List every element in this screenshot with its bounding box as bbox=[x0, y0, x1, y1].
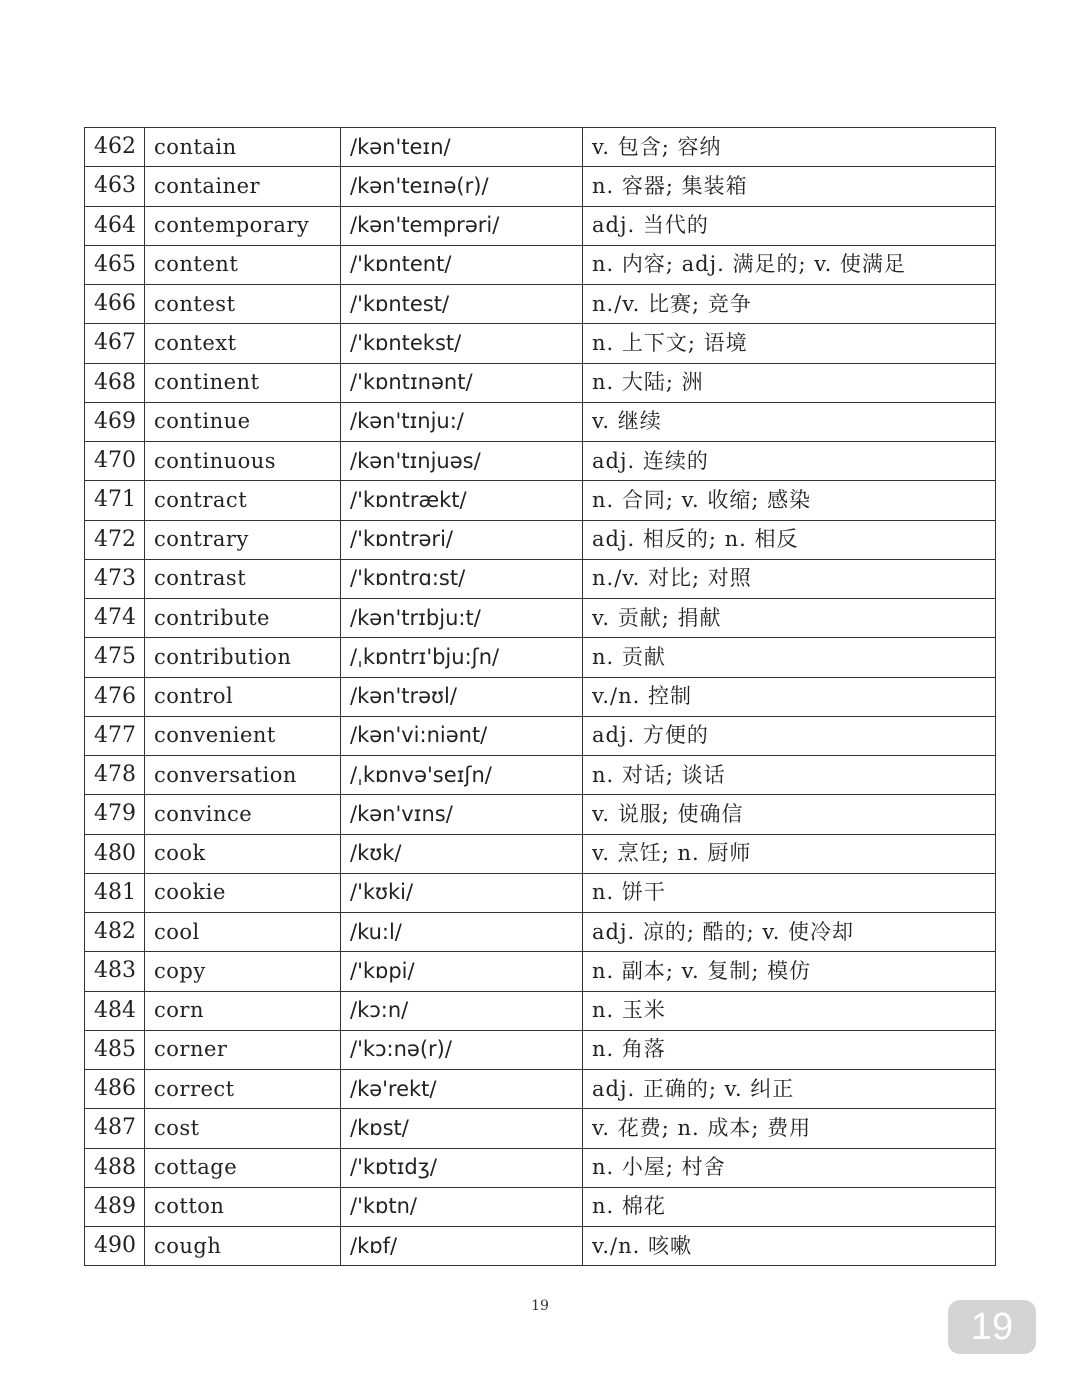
entry-phonetic: /'kɒntent/ bbox=[341, 245, 583, 284]
entry-phonetic: /kən'teɪnə(r)/ bbox=[341, 167, 583, 206]
entry-number: 479 bbox=[85, 795, 145, 834]
entry-meaning: v. 贡献; 捐献 bbox=[583, 599, 996, 638]
vocab-row bbox=[85, 128, 996, 167]
entry-meaning: n. 上下文; 语境 bbox=[583, 324, 996, 363]
entry-word: contribution bbox=[145, 638, 341, 677]
entry-meaning: v./n. 控制 bbox=[583, 677, 996, 716]
entry-meaning: adj. 正确的; v. 纠正 bbox=[583, 1070, 996, 1109]
entry-phonetic: /kən'tɪnjuəs/ bbox=[341, 442, 583, 481]
entry-number: 481 bbox=[85, 873, 145, 912]
entry-number: 478 bbox=[85, 756, 145, 795]
entry-word: cotton bbox=[145, 1187, 341, 1226]
vocab-row bbox=[85, 481, 996, 520]
entry-meaning: n. 对话; 谈话 bbox=[583, 756, 996, 795]
entry-number: 466 bbox=[85, 285, 145, 324]
vocab-row bbox=[85, 834, 996, 873]
entry-number: 465 bbox=[85, 245, 145, 284]
entry-phonetic: /kən'trɪbju:t/ bbox=[341, 599, 583, 638]
entry-phonetic: /ˌkɒntrɪ'bju:ʃn/ bbox=[341, 638, 583, 677]
entry-phonetic: /'kɒntekst/ bbox=[341, 324, 583, 363]
entry-word: contribute bbox=[145, 599, 341, 638]
entry-word: contain bbox=[145, 128, 341, 167]
vocab-row bbox=[85, 873, 996, 912]
entry-number: 484 bbox=[85, 991, 145, 1030]
entry-number: 490 bbox=[85, 1227, 145, 1266]
entry-meaning: n. 角落 bbox=[583, 1030, 996, 1069]
entry-number: 468 bbox=[85, 363, 145, 402]
entry-word: convenient bbox=[145, 716, 341, 755]
entry-number: 472 bbox=[85, 520, 145, 559]
entry-number: 467 bbox=[85, 324, 145, 363]
page-number: 19 bbox=[531, 1298, 549, 1314]
vocabulary-table-body bbox=[85, 128, 996, 1266]
entry-number: 475 bbox=[85, 638, 145, 677]
entry-phonetic: /kɒf/ bbox=[341, 1227, 583, 1266]
entry-meaning: adj. 连续的 bbox=[583, 442, 996, 481]
vocab-row bbox=[85, 324, 996, 363]
vocab-row bbox=[85, 1070, 996, 1109]
vocab-row bbox=[85, 520, 996, 559]
entry-phonetic: /kən'trəʊl/ bbox=[341, 677, 583, 716]
vocab-row bbox=[85, 402, 996, 441]
entry-word: contrary bbox=[145, 520, 341, 559]
vocab-row bbox=[85, 245, 996, 284]
entry-number: 480 bbox=[85, 834, 145, 873]
entry-word: container bbox=[145, 167, 341, 206]
vocab-row bbox=[85, 716, 996, 755]
entry-phonetic: /'kɔ:nə(r)/ bbox=[341, 1030, 583, 1069]
entry-number: 477 bbox=[85, 716, 145, 755]
vocab-row bbox=[85, 559, 996, 598]
vocab-row bbox=[85, 1187, 996, 1226]
entry-meaning: adj. 相反的; n. 相反 bbox=[583, 520, 996, 559]
vocab-row bbox=[85, 991, 996, 1030]
entry-number: 470 bbox=[85, 442, 145, 481]
entry-meaning: n. 小屋; 村舍 bbox=[583, 1148, 996, 1187]
entry-phonetic: /'kɒntrækt/ bbox=[341, 481, 583, 520]
entry-meaning: adj. 凉的; 酷的; v. 使冷却 bbox=[583, 913, 996, 952]
vocab-row bbox=[85, 1030, 996, 1069]
entry-phonetic: /'kɒtɪdʒ/ bbox=[341, 1148, 583, 1187]
vocab-row bbox=[85, 795, 996, 834]
entry-number: 487 bbox=[85, 1109, 145, 1148]
entry-phonetic: /kɒst/ bbox=[341, 1109, 583, 1148]
entry-word: contest bbox=[145, 285, 341, 324]
entry-word: cough bbox=[145, 1227, 341, 1266]
entry-word: contract bbox=[145, 481, 341, 520]
entry-word: content bbox=[145, 245, 341, 284]
entry-phonetic: /kə'rekt/ bbox=[341, 1070, 583, 1109]
entry-word: context bbox=[145, 324, 341, 363]
entry-phonetic: /'kɒntɪnənt/ bbox=[341, 363, 583, 402]
entry-word: continent bbox=[145, 363, 341, 402]
entry-phonetic: /kən'vi:niənt/ bbox=[341, 716, 583, 755]
entry-number: 488 bbox=[85, 1148, 145, 1187]
entry-phonetic: /kən'teɪn/ bbox=[341, 128, 583, 167]
entry-meaning: adj. 方便的 bbox=[583, 716, 996, 755]
entry-number: 489 bbox=[85, 1187, 145, 1226]
vocab-row bbox=[85, 206, 996, 245]
entry-meaning: n. 合同; v. 收缩; 感染 bbox=[583, 481, 996, 520]
entry-phonetic: /'kɒntrəri/ bbox=[341, 520, 583, 559]
entry-meaning: n. 大陆; 洲 bbox=[583, 363, 996, 402]
vocab-row bbox=[85, 1109, 996, 1148]
entry-meaning: v. 包含; 容纳 bbox=[583, 128, 996, 167]
entry-meaning: n. 棉花 bbox=[583, 1187, 996, 1226]
entry-meaning: n./v. 比赛; 竞争 bbox=[583, 285, 996, 324]
vocab-row bbox=[85, 167, 996, 206]
vocab-row bbox=[85, 756, 996, 795]
vocab-row bbox=[85, 442, 996, 481]
entry-word: conversation bbox=[145, 756, 341, 795]
entry-phonetic: /kən'temprəri/ bbox=[341, 206, 583, 245]
entry-number: 483 bbox=[85, 952, 145, 991]
entry-word: cool bbox=[145, 913, 341, 952]
entry-meaning: n. 容器; 集装箱 bbox=[583, 167, 996, 206]
entry-meaning: v./n. 咳嗽 bbox=[583, 1227, 996, 1266]
vocab-row bbox=[85, 363, 996, 402]
entry-word: corn bbox=[145, 991, 341, 1030]
vocab-row bbox=[85, 638, 996, 677]
vocab-row bbox=[85, 599, 996, 638]
entry-number: 469 bbox=[85, 402, 145, 441]
entry-number: 486 bbox=[85, 1070, 145, 1109]
vocab-row bbox=[85, 1227, 996, 1266]
entry-meaning: v. 继续 bbox=[583, 402, 996, 441]
page-number-badge: 19 bbox=[948, 1300, 1036, 1354]
entry-number: 474 bbox=[85, 599, 145, 638]
entry-meaning: n. 饼干 bbox=[583, 873, 996, 912]
entry-phonetic: /ku:l/ bbox=[341, 913, 583, 952]
entry-number: 473 bbox=[85, 559, 145, 598]
entry-phonetic: /kən'vɪns/ bbox=[341, 795, 583, 834]
entry-word: control bbox=[145, 677, 341, 716]
entry-number: 464 bbox=[85, 206, 145, 245]
vocab-row bbox=[85, 677, 996, 716]
entry-phonetic: /'kɒntrɑ:st/ bbox=[341, 559, 583, 598]
entry-number: 482 bbox=[85, 913, 145, 952]
entry-meaning: v. 说服; 使确信 bbox=[583, 795, 996, 834]
entry-word: corner bbox=[145, 1030, 341, 1069]
entry-word: correct bbox=[145, 1070, 341, 1109]
entry-number: 463 bbox=[85, 167, 145, 206]
entry-word: continuous bbox=[145, 442, 341, 481]
entry-meaning: n. 副本; v. 复制; 模仿 bbox=[583, 952, 996, 991]
entry-meaning: n. 内容; adj. 满足的; v. 使满足 bbox=[583, 245, 996, 284]
entry-word: cook bbox=[145, 834, 341, 873]
entry-phonetic: /kɔ:n/ bbox=[341, 991, 583, 1030]
entry-phonetic: /kʊk/ bbox=[341, 834, 583, 873]
entry-meaning: n. 玉米 bbox=[583, 991, 996, 1030]
entry-word: convince bbox=[145, 795, 341, 834]
entry-word: continue bbox=[145, 402, 341, 441]
entry-meaning: adj. 当代的 bbox=[583, 206, 996, 245]
entry-number: 471 bbox=[85, 481, 145, 520]
entry-phonetic: /kən'tɪnju:/ bbox=[341, 402, 583, 441]
entry-meaning: n. 贡献 bbox=[583, 638, 996, 677]
entry-phonetic: /ˌkɒnvə'seɪʃn/ bbox=[341, 756, 583, 795]
entry-number: 485 bbox=[85, 1030, 145, 1069]
vocab-row bbox=[85, 913, 996, 952]
entry-meaning: v. 烹饪; n. 厨师 bbox=[583, 834, 996, 873]
entry-word: cottage bbox=[145, 1148, 341, 1187]
entry-word: copy bbox=[145, 952, 341, 991]
entry-word: contrast bbox=[145, 559, 341, 598]
entry-word: cost bbox=[145, 1109, 341, 1148]
vocabulary-table bbox=[84, 127, 996, 1266]
vocab-row bbox=[85, 952, 996, 991]
entry-number: 462 bbox=[85, 128, 145, 167]
entry-word: contemporary bbox=[145, 206, 341, 245]
entry-meaning: v. 花费; n. 成本; 费用 bbox=[583, 1109, 996, 1148]
vocab-row bbox=[85, 1148, 996, 1187]
entry-number: 476 bbox=[85, 677, 145, 716]
entry-phonetic: /'kɒpi/ bbox=[341, 952, 583, 991]
entry-phonetic: /'kɒntest/ bbox=[341, 285, 583, 324]
entry-word: cookie bbox=[145, 873, 341, 912]
entry-meaning: n./v. 对比; 对照 bbox=[583, 559, 996, 598]
entry-phonetic: /'kɒtn/ bbox=[341, 1187, 583, 1226]
entry-phonetic: /'kʊki/ bbox=[341, 873, 583, 912]
vocab-row bbox=[85, 285, 996, 324]
